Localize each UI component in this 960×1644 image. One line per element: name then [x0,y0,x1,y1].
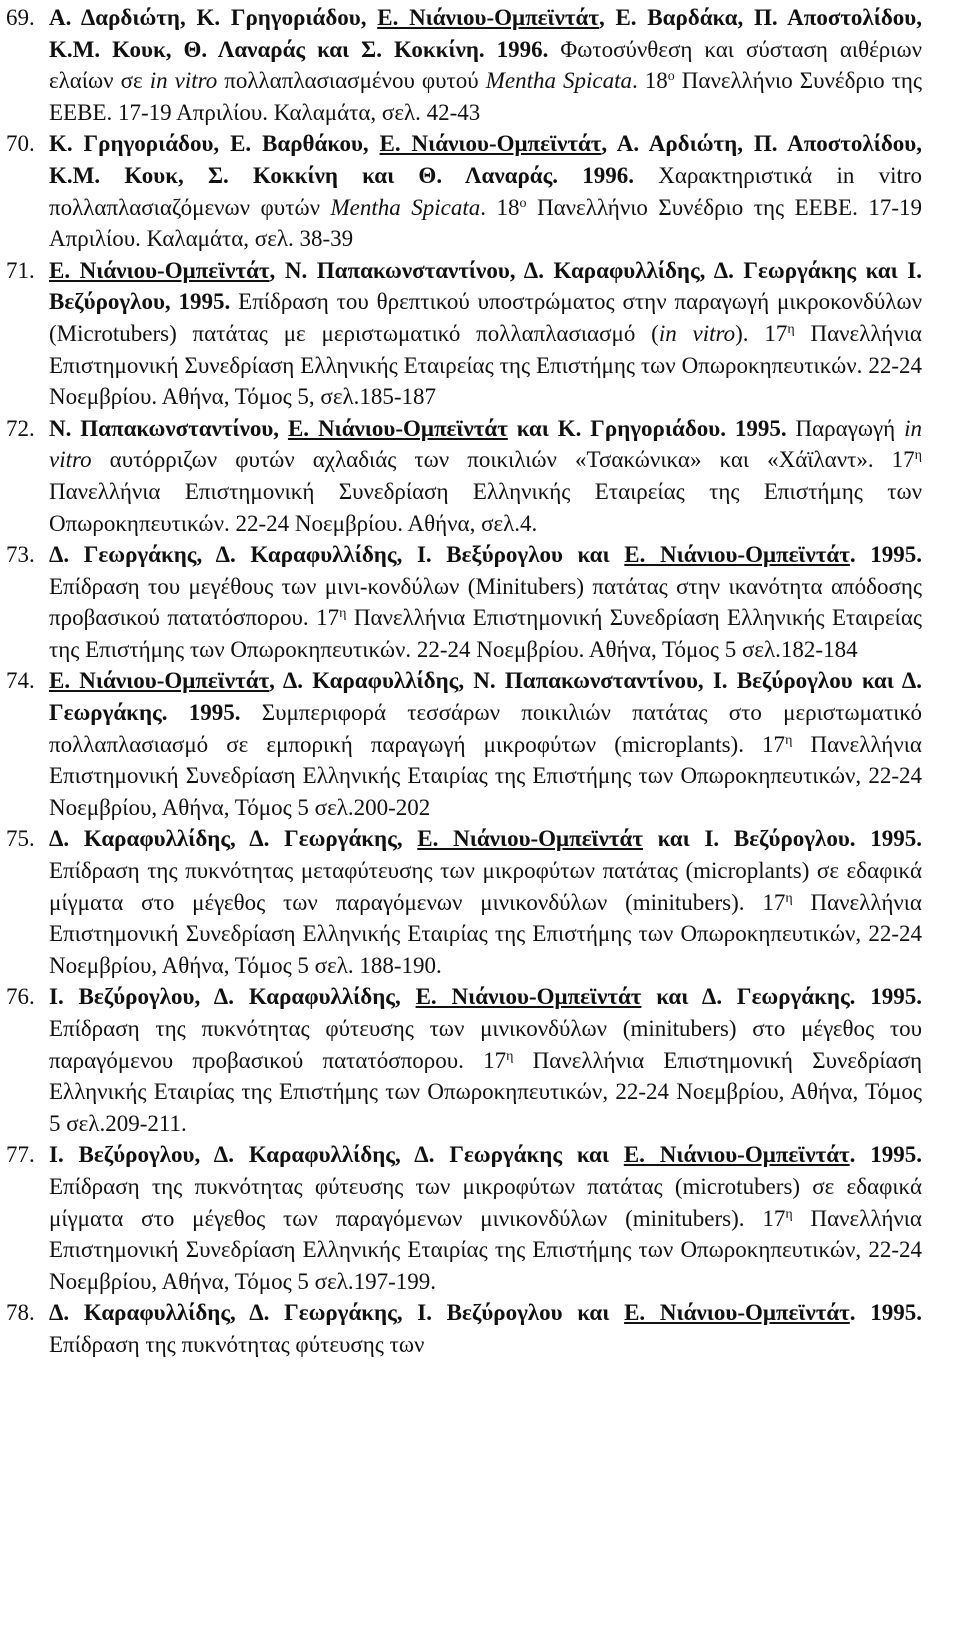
reference-authors [49,1142,922,1167]
reference-authors [49,542,922,567]
reference-body [49,823,922,981]
ordinal-superscript: ο [519,195,527,211]
ordinal-superscript: ο [667,69,675,85]
reference-body [49,981,922,1139]
reference-entry [6,2,922,128]
highlighted-author: Ε. Νιάνιου-Ομπεϊντάτ [49,257,270,283]
reference-body [49,413,922,539]
reference-text: ). 17 [735,320,788,346]
ordinal-superscript: η [914,448,922,464]
author-text: Δ. Γεωργάκης, Δ. Καραφυλλίδης, Ι. Βεξύρογλου και [49,542,625,568]
reference-text: Επίδραση του μεγέθους των μινι-κονδύλων (Minitubers) πατάτας στην ικανότητα απόδοσης προβασικού πατατόσπορου. 17 [49,573,922,631]
reference-authors [49,826,922,851]
reference-entry [6,128,922,254]
highlighted-author: Ε. Νιάνιου-Ομπεϊντάτ [415,984,642,1010]
author-text: Α. Δαρδιώτη, Κ. Γρηγοριάδου, [49,5,378,30]
reference-text: Πανελλήνια Επιστημονική Συνεδρίαση Ελληνικής Εταιρίας της Επιστήμης των Οπωροκηπευτικών, 22-24 Νοεμβρίου, Αθήνα, Τόμος 5 σελ.209-211. [49,1047,922,1136]
highlighted-author: Ε. Νιάνιου-Ομπεϊντάτ [417,826,643,852]
reference-entry [6,1297,922,1360]
author-text: και Δ. Γεωργάκης. 1995. [641,984,922,1010]
highlighted-author: Ε. Νιάνιου-Ομπεϊντάτ [379,131,602,157]
ordinal-superscript: η [339,606,347,622]
highlighted-author: Ε. Νιάνιου-Ομπεϊντάτ [287,415,508,441]
reference-body [49,2,922,128]
author-text: Ν. Παπακωνσταντίνου, [49,415,288,441]
author-text: Κ. Γρηγοριάδου, Ε. Βαρθάκου, [49,131,380,157]
reference-entry [6,413,922,539]
reference-body [49,1297,922,1360]
reference-number: 70. [6,131,35,157]
reference-number: 74. [6,668,35,694]
highlighted-author: Ε. Νιάνιου-Ομπεϊντάτ [624,1300,850,1326]
reference-text: Φωτοσύνθεση και σύσταση αιθέριων ελαίων σε [49,36,922,94]
reference-text: Πανελλήνια Επιστημονική Συνεδρίαση Ελληνικής Εταιρείας της Επιστήμης των Οπωροκηπευτικών. 22-24 Νοεμβρίου. Αθήνα, σελ.4. [49,478,922,536]
author-text: , Δ. Καραφυλλίδης, Ν. Παπακωνσταντίνου, Ι. Βεζύρογλου και Δ. Γεωργάκης. 1995. [49,668,922,726]
author-text: και Ι. Βεζύρογλου. 1995. [642,826,922,852]
reference-text: Χαρακτηριστικά in vitro πολλαπλασιαζόμενων φυτών [49,162,923,220]
ordinal-superscript: η [785,732,793,748]
ordinal-superscript: η [787,321,795,337]
reference-text: Παραγωγή [786,415,905,441]
highlighted-author: Ε. Νιάνιου-Ομπεϊντάτ [377,5,599,30]
reference-body [49,665,922,823]
reference-text: Επίδραση του θρεπτικού υποστρώματος στην παραγωγή μικροκονδύλων (Microtubers) πατάτας με μεριστωματικό πολλαπλασιασμό ( [49,289,922,346]
ordinal-superscript: η [506,1048,514,1064]
author-text: , Ε. Βαρδάκα, Π. Αποστολίδου, Κ.Μ. Κουκ, Θ. Λαναράς και Σ. Κοκκίνη. 1996. [49,5,922,62]
reference-text: Πανελλήνια Επιστημονική Συνεδρίαση Ελληνικής Εταιρείας της Επιστήμης των Οπωροκηπευτικών. 22-24 Νοεμβρίου. Αθήνα, Τόμος 5, σελ.185-187 [49,320,922,410]
reference-number: 69. [6,5,35,30]
reference-text: . 18 [480,194,520,220]
reference-authors [49,984,922,1009]
italic-term: Mentha Spicata [485,68,632,94]
reference-entry [6,981,922,1139]
reference-number: 78. [6,1300,35,1326]
reference-text: Πανελλήνιο Συνέδριο της ΕΕΒΕ. 17-19 Απριλίου. Καλαμάτα, σελ. 42-43 [49,68,922,125]
author-text: . 1995. [849,542,923,568]
reference-entry [6,255,922,413]
reference-text: Πανελλήνια Επιστημονική Συνεδρίαση Ελληνικής Εταιρίας της Επιστήμης των Οπωροκηπευτικών, 22-24 Νοεμβρίου, Αθήνα, Τόμος 5 σελ. 188-190. [49,889,922,978]
author-text: . 1995. [849,1300,922,1326]
italic-term: in vitro [658,320,736,346]
reference-entry [6,665,922,823]
reference-body [49,255,922,413]
reference-number: 76. [6,984,35,1010]
author-text: . 1995. [849,1142,922,1168]
reference-body [49,1139,922,1297]
author-text: Ι. Βεζύρογλου, Δ. Καραφυλλίδης, [49,984,416,1010]
italic-term: in vitro [149,68,218,94]
author-text: Ι. Βεζύρογλου, Δ. Καραφυλλίδης, Δ. Γεωργάκης και [49,1142,624,1168]
reference-authors [49,416,787,441]
author-text: και Κ. Γρηγοριάδου. 1995. [507,415,787,441]
italic-term: Mentha Spicata [330,194,481,220]
author-text: Δ. Καραφυλλίδης, Δ. Γεωργάκης, Ι. Βεζύρογλου και [49,1300,625,1326]
reference-text: Πανελλήνια Επιστημονική Συνεδρίαση Ελληνικής Εταιρείας της Επιστήμης των Οπωροκηπευτικών. 22-24 Νοεμβρίου. Αθήνα, Τόμος 5 σελ.182-184 [49,605,922,662]
reference-number: 71. [6,257,35,283]
reference-number: 73. [6,542,35,568]
reference-text: Επίδραση της πυκνότητας μεταφύτευσης των μικροφύτων πατάτας (microplants) σε εδαφικά μίγματα στο μέγεθος των παραγόμενων μινικονδύλων (minitubers). 17 [49,858,922,915]
ordinal-superscript: η [785,1206,793,1222]
reference-text: αυτόρριζων φυτών αχλαδιάς των ποικιλιών «Τσακώνικα» και «Χάϊλαντ». 17 [91,447,915,473]
ordinal-superscript: η [785,890,793,906]
reference-number: 72. [6,415,35,441]
highlighted-author: Ε. Νιάνιου-Ομπεϊντάτ [49,668,270,694]
reference-authors [49,1300,922,1325]
author-text: , Α. Αρδιώτη, Π. Αποστολίδου, Κ.Μ. Κουκ, Σ. Κοκκίνη και Θ. Λαναράς. 1996. [49,131,922,188]
reference-text: Επίδραση της πυκνότητας φύτευσης των μινικονδύλων (minitubers) στο μέγεθος του παραγόμενου προβασικού πατατόσπορου. 17 [49,1016,922,1073]
reference-body [49,539,922,665]
reference-number: 77. [6,1142,35,1168]
author-text: , Ν. Παπακωνσταντίνου, Δ. Καραφυλλίδης, Δ. Γεωργάκης και Ι. Βεζύρογλου, 1995. [49,257,922,315]
italic-term: in vitro [49,415,922,473]
highlighted-author: Ε. Νιάνιου-Ομπεϊντάτ [624,542,850,568]
reference-entry [6,1139,922,1297]
reference-text: Πανελλήνια Επιστημονική Συνεδρίαση Ελληνικής Εταιρίας της Επιστήμης των Οπωροκηπευτικών, 22-24 Νοεμβρίου, Αθήνα, Τόμος 5 σελ.197-199. [49,1205,922,1294]
highlighted-author: Ε. Νιάνιου-Ομπεϊντάτ [623,1142,850,1168]
reference-text: Συμπεριφορά τεσσάρων ποικιλιών πατάτας στο μεριστωματικό πολλαπλασιασμό σε εμπορική παραγωγή μικροφύτων (microplants). 17 [49,700,922,757]
reference-entry [6,823,922,981]
reference-text: Επίδραση της πυκνότητας φύτευσης των μικροφύτων πατάτας (microtubers) σε εδαφικά μίγματα στο μέγεθος των παραγόμενων μινικονδύλων (minitubers). 17 [49,1173,922,1231]
author-text: Δ. Καραφυλλίδης, Δ. Γεωργάκης, [49,826,418,852]
reference-body [49,128,922,254]
reference-text: Πανελλήνιο Συνέδριο της ΕΕΒΕ. 17-19 Απριλίου. Καλαμάτα, σελ. 38-39 [49,194,923,252]
reference-text: Πανελλήνια Επιστημονική Συνεδρίαση Ελληνικής Εταιρίας της Επιστήμης των Οπωροκηπευτικών, 22-24 Νοεμβρίου, Αθήνα, Τόμος 5 σελ.200-202 [49,731,922,820]
reference-text: Επίδραση της πυκνότητας φύτευσης των [49,1331,425,1357]
reference-entry [6,539,922,665]
reference-number: 75. [6,826,35,852]
reference-text: πολλαπλασιασμένου φυτού [217,68,486,94]
reference-text: . 18 [631,68,668,94]
